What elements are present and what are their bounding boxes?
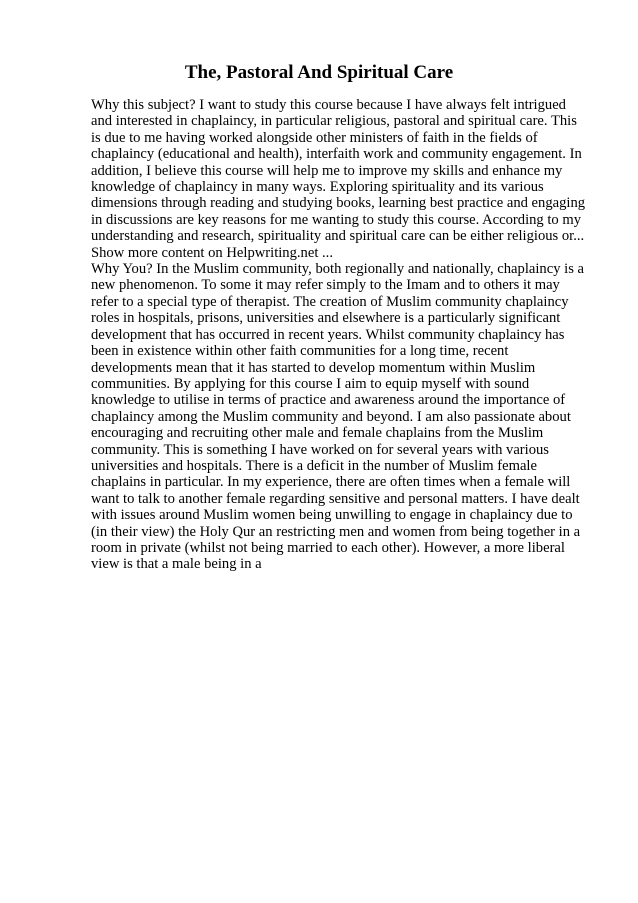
text-line: been in existence within other faith communities for a long time, recent [91, 343, 509, 360]
text-line: refer to a special type of therapist. The creation of Muslim community chaplaincy [91, 293, 569, 310]
text-line: in discussions are key reasons for me wanting to study this course. According to my [91, 211, 582, 228]
text-line: Why You? In the Muslim community, both regionally and nationally, chaplaincy is a [91, 261, 584, 278]
text-line: developments mean that it has started to develop momentum within Muslim [91, 359, 536, 376]
text-line: community. This is something I have worked on for several years with various [91, 441, 549, 458]
text-line: want to talk to another female regarding sensitive and personal matters. I have dealt [91, 490, 580, 507]
text-line: with issues around Muslim women being unwilling to engage in chaplaincy due to [91, 507, 573, 524]
text-line: chaplaincy among the Muslim community and beyond. I am also passionate about [91, 408, 571, 425]
text-line: chaplaincy (educational and health), interfaith work and community engagement. In [91, 146, 582, 163]
text-line: roles in hospitals, prisons, universities and elsewhere is a particularly significant [91, 310, 561, 327]
text-line: communities. By applying for this course I aim to equip myself with sound [91, 375, 530, 392]
text-line: dimensions through reading and studying books, learning best practice and engaging [91, 195, 586, 212]
page-title: The, Pastoral And Spiritual Care [184, 62, 454, 83]
text-line: knowledge of chaplaincy in many ways. Exploring spirituality and its various [91, 179, 544, 196]
text-line: Why this subject? I want to study this course because I have always felt intrigued [91, 97, 566, 113]
text-line: (in their view) the Holy Qur an restricting men and women from being together in a [91, 523, 581, 540]
text-line: development that has occurred in recent years. Whilst community chaplaincy has [91, 326, 565, 343]
text-line: room in private (whilst not being married to each other). However, a more liberal [91, 539, 565, 556]
text-line: understanding and research, spirituality and spiritual care can be either religious or... [91, 228, 585, 245]
show-more-link[interactable]: Show more content on Helpwriting.net ... [91, 244, 333, 261]
text-line: is due to me having worked alongside other ministers of faith in the fields of [91, 129, 538, 146]
body-text [91, 97, 591, 573]
text-line: addition, I believe this course will help me to improve my skills and enhance my [91, 162, 563, 179]
text-line: chaplains in particular. In my experience, there are often times when a female will [91, 474, 571, 491]
text-line: new phenomenon. To some it may refer simply to the Imam and to others it may [91, 277, 560, 294]
text-line: and interested in chaplaincy, in particular religious, pastoral and spiritual care. This [91, 113, 577, 130]
text-line: universities and hospitals. There is a deficit in the number of Muslim female [91, 457, 537, 474]
text-line: knowledge to utilise in terms of practice and awareness around the importance of [91, 392, 566, 409]
text-line: view is that a male being in a [91, 556, 262, 573]
text-line: encouraging and recruiting other male and female chaplains from the Muslim [91, 425, 544, 442]
